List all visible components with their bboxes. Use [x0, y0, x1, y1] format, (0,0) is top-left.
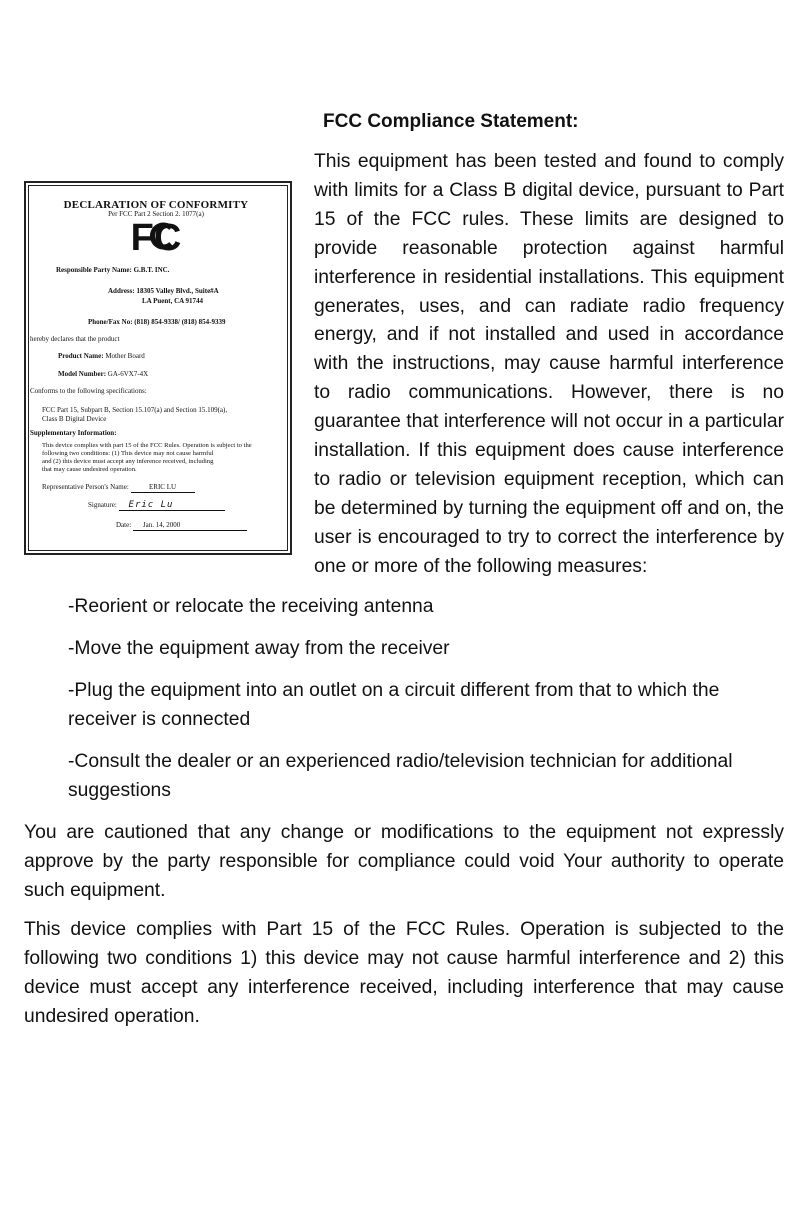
list-item: -Plug the equipment into an outlet on a circuit different from that to which the receiver is connected: [68, 679, 720, 730]
fcc-logo-text: FC: [130, 219, 182, 253]
fcc-logo: [32, 219, 280, 258]
supp-line-1: This device complies with part 15 of the FCC Rules. Operation is subject to the: [42, 442, 252, 449]
conforms-text: Conforms to the following specifications:: [30, 387, 147, 395]
list-item: -Move the equipment away from the receiver: [68, 637, 450, 659]
measures-list: [68, 592, 784, 805]
supplementary-label: Supplementary Information:: [30, 429, 117, 437]
spec-line-2: Class B Digital Device: [42, 415, 107, 423]
supp-line-4: that may cause undesired operation.: [42, 466, 137, 473]
compliance-paragraph: This device complies with Part 15 of the FCC Rules. Operation is subjected to the following two conditions 1) this device may not cause harmful interference and 2) this device must accept any interference received, including interference that may cause undesired operation.: [24, 918, 784, 1027]
declaration-of-conformity-box: [24, 181, 292, 555]
list-item: -Consult the dealer or an experienced radio/television technician for additional suggestions: [68, 750, 733, 801]
declares-text: hereby declares that the product: [30, 335, 120, 343]
model-number-row: Model Number: GA-6VX7-4X: [58, 370, 149, 378]
product-name-row: Product Name: Mother Board: [58, 352, 145, 360]
caution-paragraph: You are cautioned that any change or modifications to the equipment not expressly approve by the party responsible for compliance could void Your authority to operate such equipment.: [24, 821, 784, 901]
date-row: Date: Jan. 14, 2000: [116, 521, 280, 531]
fcc-logo-icon: [121, 219, 191, 253]
list-item: -Reorient or relocate the receiving antenna: [68, 595, 434, 617]
declaration-subtitle: Per FCC Part 2 Section 2. 1077(a): [108, 210, 204, 218]
representative-row: Representative Person's Name: ERIC LU: [42, 483, 280, 493]
document-page: [24, 110, 784, 1031]
supp-line-2: following two conditions: (1) This device may not cause harmful: [42, 450, 214, 457]
declaration-title: DECLARATION OF CONFORMITY: [63, 199, 249, 211]
page-title: FCC Compliance Statement:: [323, 111, 579, 132]
supp-line-3: and (2) this device must accept any inference received, including: [42, 458, 214, 465]
address-row: Address: 18305 Valley Blvd., Suite#A: [108, 287, 219, 295]
signature: Eric Lu: [119, 501, 225, 511]
phone-row: Phone/Fax No: (818) 854-9338/ (818) 854-9339: [88, 318, 226, 326]
signature-row: Signature: Eric Lu: [88, 501, 280, 511]
responsible-party-row: Responsible Party Name: G.B.T. INC.: [56, 266, 170, 274]
intro-paragraph: This equipment has been tested and found to comply with limits for a Class B digital device, pursuant to Part 15 of the FCC rules. These limits are designed to provide reasonable protection against harmful interference in residential installations. This equipment generates, uses, and can radiate radio frequency energy, and if not installed and used in accordance with the instructions, may cause harmful interference to radio communications. However, there is no guarantee that interference will not occur in a particular installation. If this equipment does cause interference to radio or television equipment reception, which can be determined by turning the equipment off and on, the user is encouraged to try to correct the interference by one or more of the following measures:: [314, 151, 784, 577]
spec-line-1: FCC Part 15, Subpart B, Section 15.107(a) and Section 15.109(a),: [42, 406, 228, 414]
address-line-2: LA Puent, CA 91744: [142, 297, 204, 305]
